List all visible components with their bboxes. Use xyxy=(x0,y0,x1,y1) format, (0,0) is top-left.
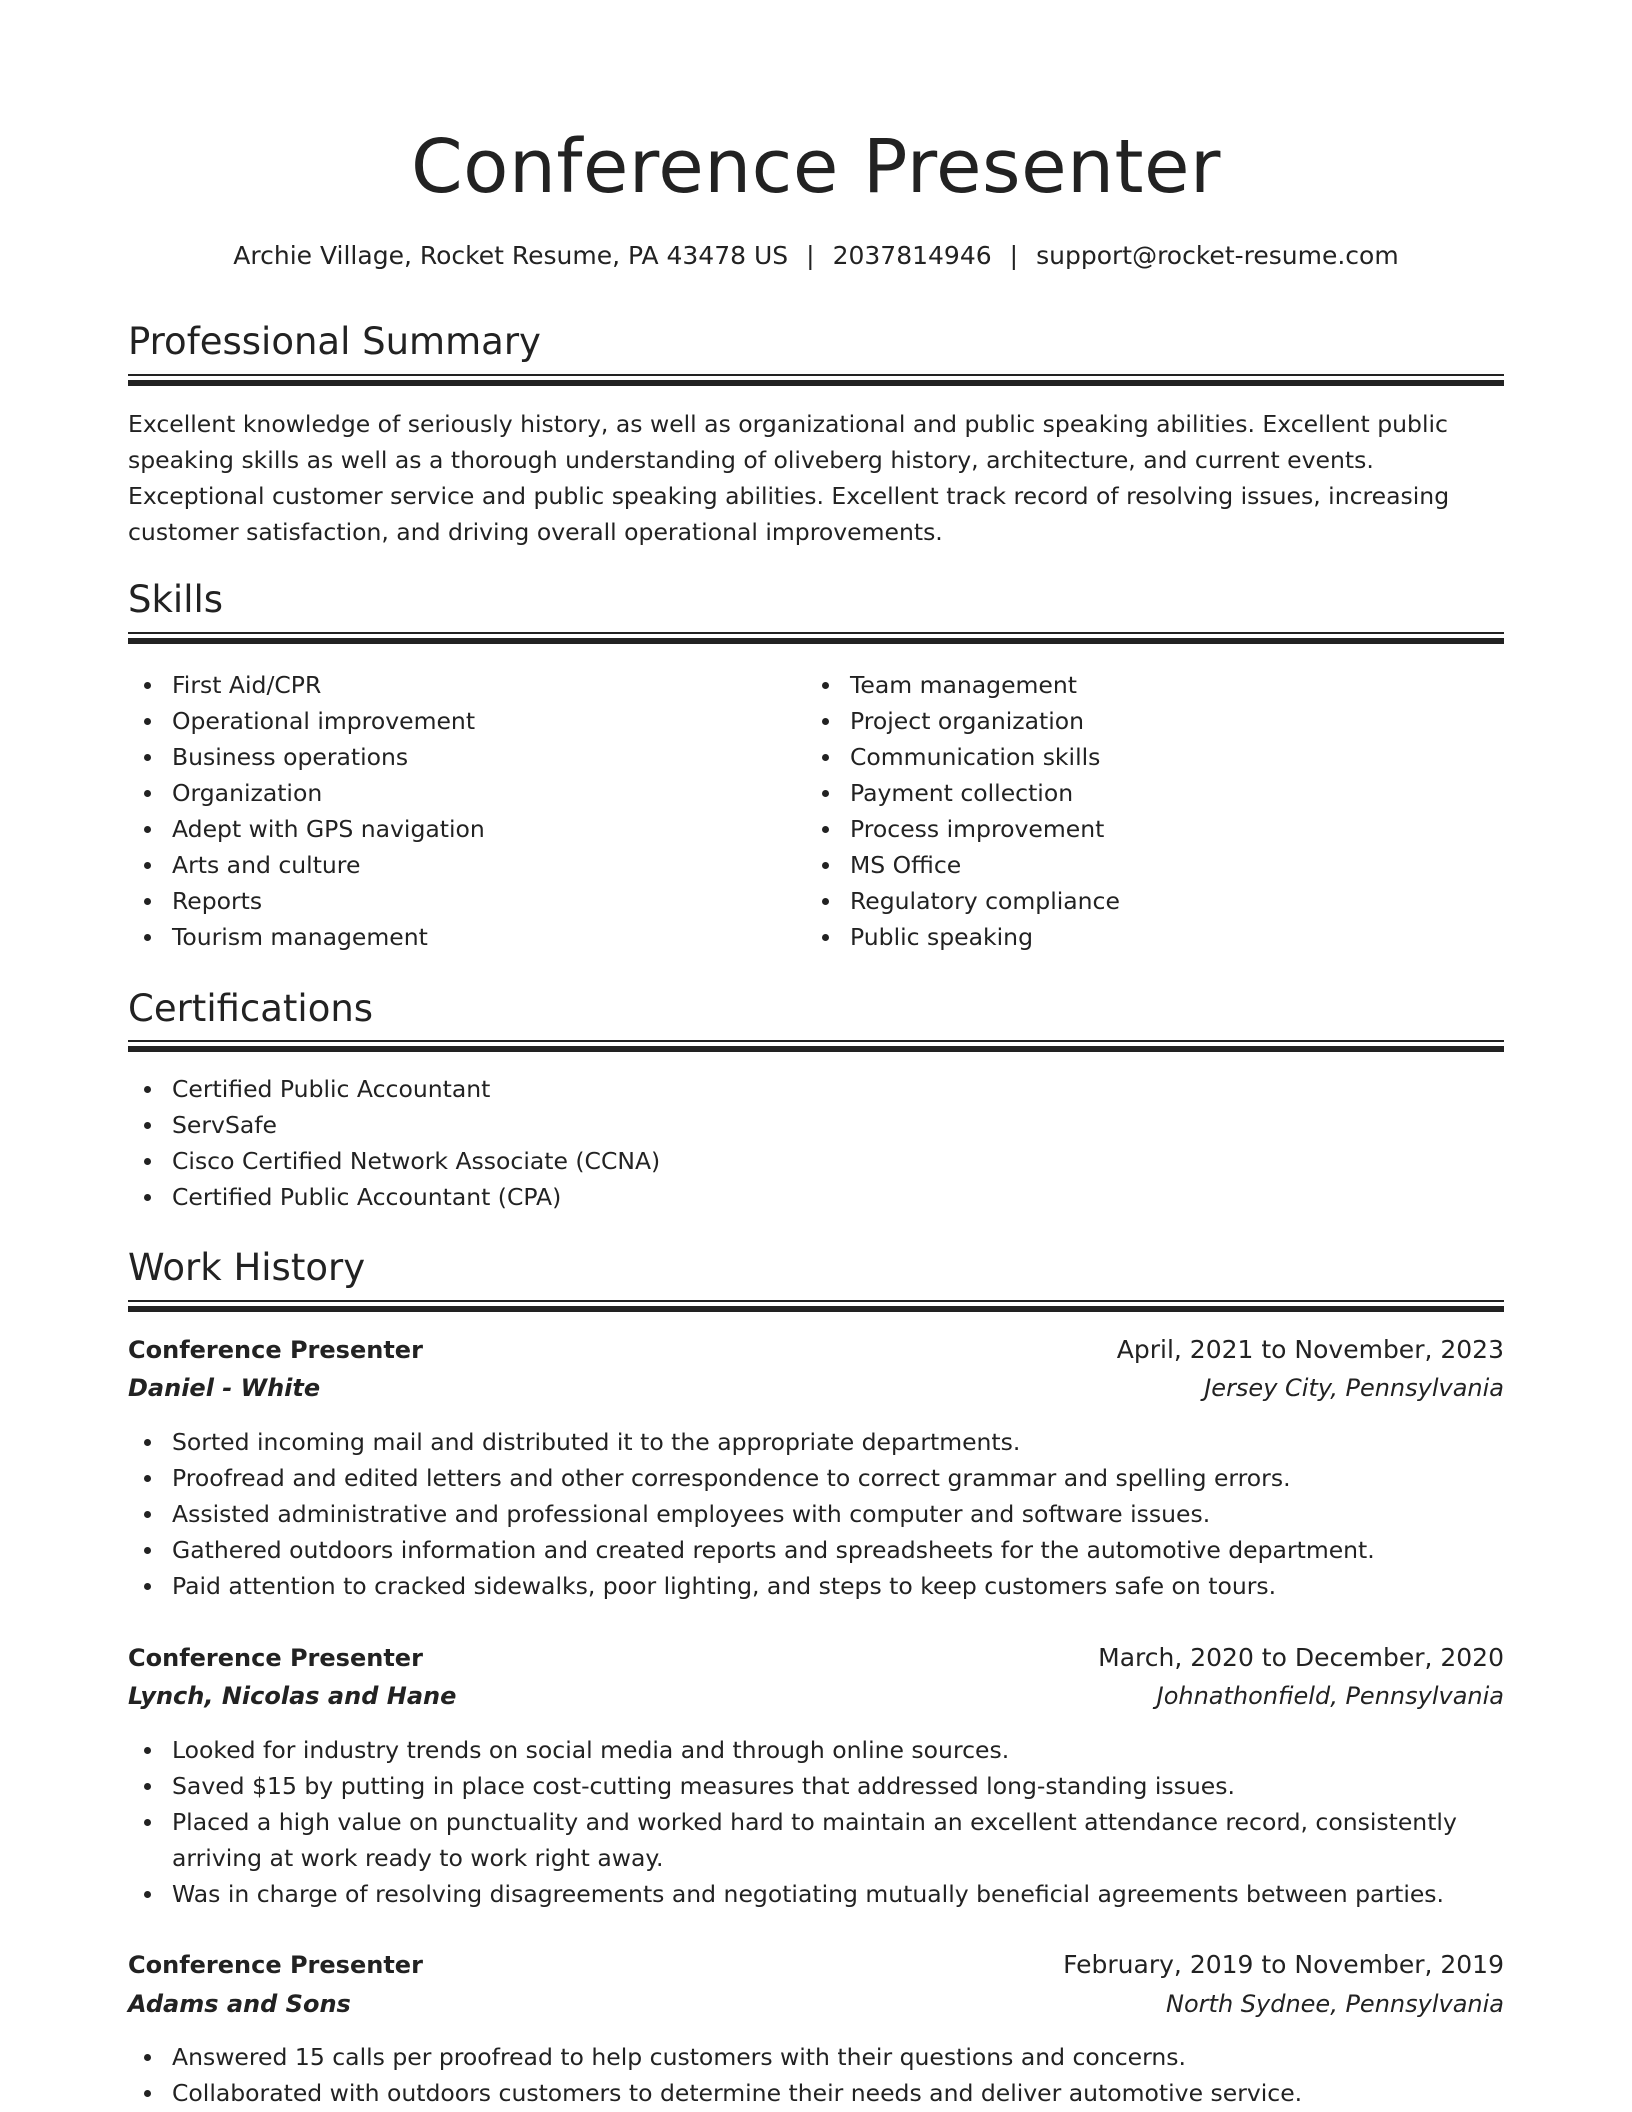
job-location: North Sydnee, Pennsylvania xyxy=(1166,1990,1504,2018)
job-duties-list xyxy=(128,2039,1502,2111)
section-title-certifications: Certifications xyxy=(128,987,374,1030)
certification-item: Certified Public Accountant (CPA) xyxy=(172,1179,1502,1215)
certification-item: ServSafe xyxy=(172,1107,1502,1143)
job-duty-item: Collaborated with outdoors customers to determine their needs and deliver automotive service. xyxy=(172,2075,1502,2111)
contact-email[interactable]: support@rocket-resume.com xyxy=(1036,241,1399,270)
job-location: Jersey City, Pennsylvania xyxy=(1204,1374,1504,1402)
job-title: Conference Presenter xyxy=(128,1951,423,1979)
skill-item: Arts and culture xyxy=(172,847,792,883)
job-dates: March, 2020 to December, 2020 xyxy=(1098,1643,1504,1672)
skill-item: Adept with GPS navigation xyxy=(172,811,792,847)
job-duty-item: Looked for industry trends on social media and through online sources. xyxy=(172,1732,1502,1768)
skill-item: Reports xyxy=(172,883,792,919)
skill-item: Tourism management xyxy=(172,919,792,955)
skill-item: Communication skills xyxy=(850,739,1500,775)
skill-item: Organization xyxy=(172,775,792,811)
skill-item: First Aid/CPR xyxy=(172,667,792,703)
skill-item: Process improvement xyxy=(850,811,1500,847)
job-duty-item: Was in charge of resolving disagreements and negotiating mutually beneficial agreements between parties. xyxy=(172,1876,1502,1912)
section-divider xyxy=(128,632,1504,644)
job-title: Conference Presenter xyxy=(128,1644,423,1672)
summary-text: Excellent knowledge of seriously history, as well as organizational and public speaking abilities. Excellent public speaking skills as well as a thorough understanding of oliveberg history, architecture, and current events. Exceptional customer service and public speaking abilities. Excellent track record of resolving issues, increasing customer satisfaction, and driving overall operational improvements. xyxy=(128,410,1450,546)
job-duty-item: Gathered outdoors information and created reports and spreadsheets for the automotive department. xyxy=(172,1532,1502,1568)
skill-item: Operational improvement xyxy=(172,703,792,739)
contact-address: Archie Village, Rocket Resume, PA 43478 US xyxy=(233,241,789,270)
job-duty-item: Sorted incoming mail and distributed it to the appropriate departments. xyxy=(172,1424,1502,1460)
job-duty-item: Paid attention to cracked sidewalks, poor lighting, and steps to keep customers safe on tours. xyxy=(172,1568,1502,1604)
job-duty-item: Assisted administrative and professional employees with computer and software issues. xyxy=(172,1496,1502,1532)
section-title-work-history: Work History xyxy=(128,1246,366,1289)
section-title-skills: Skills xyxy=(128,578,224,621)
skill-item: Public speaking xyxy=(850,919,1500,955)
section-divider xyxy=(128,1040,1504,1052)
skill-item: MS Office xyxy=(850,847,1500,883)
section-divider xyxy=(128,1300,1504,1312)
skill-item: Business operations xyxy=(172,739,792,775)
job-company: Daniel - White xyxy=(128,1374,321,1402)
section-divider xyxy=(128,374,1504,386)
contact-separator: | xyxy=(1009,241,1019,270)
job-duty-item: Saved $15 by putting in place cost-cutting measures that addressed long-standing issues. xyxy=(172,1768,1502,1804)
job-location: Johnathonfield, Pennsylvania xyxy=(1156,1682,1504,1710)
section-title-summary: Professional Summary xyxy=(128,320,541,363)
job-duties-list xyxy=(128,1424,1502,1604)
skill-item: Payment collection xyxy=(850,775,1500,811)
job-duties-list xyxy=(128,1732,1502,1912)
job-company: Adams and Sons xyxy=(128,1990,351,2018)
contact-phone: 2037814946 xyxy=(832,241,992,270)
skill-item: Regulatory compliance xyxy=(850,883,1500,919)
job-duty-item: Placed a high value on punctuality and worked hard to maintain an excellent attendance record, consistently arriving at work ready to work right away. xyxy=(172,1804,1502,1876)
skills-list-right xyxy=(806,667,1500,955)
contact-separator: | xyxy=(806,241,815,270)
resume-name: Conference Presenter xyxy=(411,124,1221,210)
job-company: Lynch, Nicolas and Hane xyxy=(128,1682,457,1710)
contact-line xyxy=(128,238,1504,274)
job-duty-item: Proofread and edited letters and other correspondence to correct grammar and spelling errors. xyxy=(172,1460,1502,1496)
job-dates: February, 2019 to November, 2019 xyxy=(1063,1950,1504,1979)
skills-list-left xyxy=(128,667,792,955)
job-dates: April, 2021 to November, 2023 xyxy=(1116,1335,1504,1364)
certifications-list xyxy=(128,1071,1502,1215)
certification-item: Cisco Certified Network Associate (CCNA) xyxy=(172,1143,1502,1179)
skill-item: Team management xyxy=(850,667,1500,703)
job-duty-item: Answered 15 calls per proofread to help customers with their questions and concerns. xyxy=(172,2039,1502,2075)
skill-item: Project organization xyxy=(850,703,1500,739)
certification-item: Certified Public Accountant xyxy=(172,1071,1502,1107)
job-title: Conference Presenter xyxy=(128,1336,423,1364)
